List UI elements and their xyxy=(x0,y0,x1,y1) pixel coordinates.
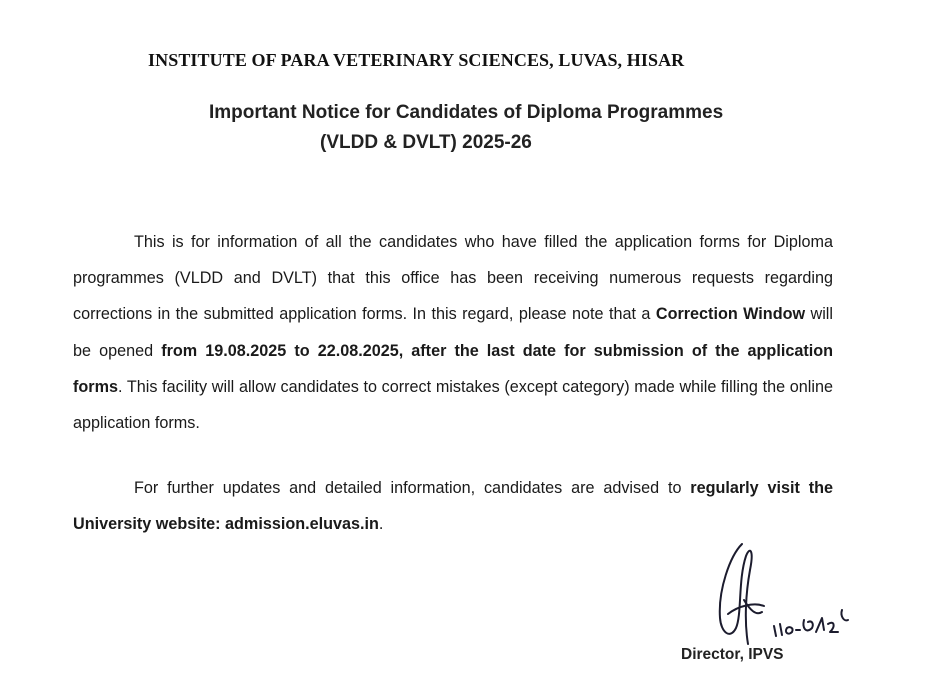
p1-text-c: will be opened xyxy=(73,305,833,360)
correction-dates: from 19.08.2025 to 22.08.2025, after the last date for submission of the application forms xyxy=(73,341,833,396)
p2-text-a: For further updates and detailed information, candidates are advised to xyxy=(134,479,691,497)
information-paragraph xyxy=(73,224,833,441)
handwritten-signature xyxy=(708,540,858,660)
p1-text-a: This is for information of all the candidates who have filled the application forms for Diploma programmes (VLDD and DVLT) that this office has been receiving numerous requests regarding corrections in the submitted application forms. In this regard, please note that a xyxy=(73,233,833,324)
notice-title-line1: Important Notice for Candidates of Diploma Programmes xyxy=(209,102,724,123)
advice-paragraph xyxy=(73,470,833,542)
p1-text-e: . This facility will allow candidates to correct mistakes (except category) made while filling the online application forms. xyxy=(73,377,833,433)
notice-title xyxy=(209,98,789,158)
notice-title-line2: (VLDD & DVLT) 2025-26 xyxy=(320,132,532,153)
signatory-title: Director, IPVS xyxy=(681,646,784,663)
p2-text-c: . xyxy=(378,515,384,534)
website-advice: regularly visit the University website: admission.eluvas.in xyxy=(73,479,833,534)
correction-window-label: Correction Window xyxy=(655,305,806,324)
institute-name: INSTITUTE OF PARA VETERINARY SCIENCES, LUVAS, HISAR xyxy=(148,50,685,70)
